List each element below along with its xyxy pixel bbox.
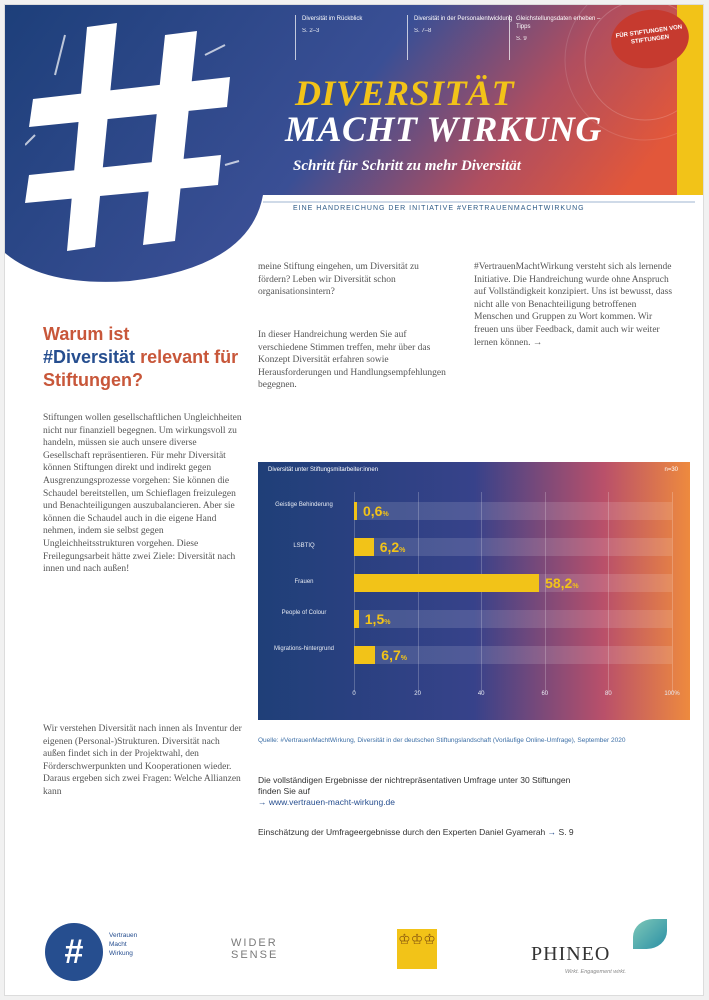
logo-text-line: Vertrauen	[109, 932, 138, 939]
logo-text-line: Wirkung	[109, 950, 133, 957]
logo-text-line: Macht	[109, 941, 127, 948]
chart-category-label: Geistige Behinderung	[275, 502, 333, 508]
chart-data-label: 58,2%	[545, 575, 579, 591]
info-text: Einschätzung der Umfrageergebnisse durch den Experten Daniel Gyamerah	[258, 827, 546, 837]
page	[4, 4, 704, 996]
chart-tick-label: 80	[605, 691, 612, 697]
chart-data-label: 1,5%	[364, 611, 391, 627]
badge: FÜR STIFTUNGEN VON STIFTUNGEN	[607, 5, 692, 73]
toc-label: Diversität in der Personalentwicklung	[414, 16, 513, 22]
results-info	[258, 775, 588, 808]
chart-title: Diversität unter Stiftungsmitarbeiter:innen	[268, 467, 379, 473]
foundation-logo[interactable]: ♔♔♔	[397, 929, 437, 969]
chart-gridline	[672, 492, 673, 692]
logo-text	[109, 931, 137, 958]
expert-info	[258, 827, 588, 838]
chart-category-label: Frauen	[294, 579, 314, 585]
source-note: Quelle: #VertrauenMachtWirkung, Diversität in der deutschen Stiftungslandschaft (Vorläufige Online-Umfrage), September 2020	[258, 737, 626, 744]
chart-category-label: LSBTIQ	[293, 543, 315, 549]
arrow-right-icon: →	[258, 797, 267, 807]
phineo-slogan: Wirkt. Engagement wirkt.	[565, 969, 627, 975]
bar-chart	[258, 462, 690, 720]
title-line-2: MACHT WIRKUNG	[285, 109, 602, 149]
toc-label: Diversität im Rückblick	[302, 16, 363, 22]
widersense-logo[interactable]	[231, 937, 278, 961]
toc-label: Gleichstellungsdaten erheben – Tipps	[516, 16, 601, 30]
toc-page: S. 7–8	[414, 28, 432, 34]
body-paragraph: #VertrauenMachtWirkung versteht sich als lernende Initiative. Die Handreichung wurde ohne Anspruch auf Vollständigkeit konzipiert. Uns ist bewusst, dass nicht alle von Benachteiligung betroffenen Menschen und Gruppen zu Wort kommen. Wir freuen uns über Feedback, damit auch wir weiter lernen können. →	[474, 262, 673, 348]
title-line-1: DIVERSITÄT	[295, 73, 515, 113]
chart-bar	[354, 502, 357, 520]
body-paragraph: Wir verstehen Diversität nach innen als Inventur der eigenen (Personal-)Strukturen. Diversität nach außen findet sich in der Projektwahl, den Förderschwerpunkten und Kooperationen wieder. Daraus ergeben sich zwei Fragen: Welche Allianzen kann	[43, 724, 242, 797]
chart-bar	[354, 610, 359, 628]
chart-bar	[354, 646, 375, 664]
toc-page: S. 9	[516, 36, 527, 42]
toc-item[interactable]	[509, 15, 606, 60]
chart-category-label: People of Colour	[281, 610, 327, 616]
results-link[interactable]: www.vertrauen-macht-wirkung.de	[268, 797, 396, 807]
info-text: Die vollständigen Ergebnisse der nichtrepräsentativen Umfrage unter 30 Stiftungen finden Sie auf	[258, 775, 571, 796]
chart-category-label: Migrations-hintergrund	[273, 646, 335, 652]
chart-sample-size: n=30	[664, 467, 678, 473]
phineo-logo[interactable]: PHINEO	[531, 943, 611, 965]
heading-hashtag: #Diversität	[43, 347, 136, 367]
section-heading	[43, 323, 243, 392]
chart-bar	[354, 574, 539, 592]
chart-tick-label: 60	[541, 691, 549, 697]
chart-tick-label: 40	[477, 691, 485, 697]
chart-tick-label: 20	[414, 691, 421, 697]
hashtag-icon	[25, 15, 245, 255]
chart-tick-label: 0	[352, 691, 356, 697]
heading-part: Warum ist	[43, 324, 130, 344]
logo-text-line: WIDER	[231, 937, 278, 949]
chart-bar-track	[354, 502, 672, 520]
phineo-leaf-icon	[633, 919, 667, 949]
chart-tick-label: 100%	[664, 691, 680, 697]
tagline: EINE HANDREICHUNG DER INITIATIVE #VERTRAUENMACHTWIRKUNG	[293, 205, 585, 212]
page-reference[interactable]: S. 9	[558, 827, 574, 837]
logo-text-line: SENSE	[231, 949, 279, 961]
subtitle: Schritt für Schritt zu mehr Diversität	[293, 158, 521, 174]
vertrauen-macht-wirkung-logo[interactable]: #	[45, 923, 103, 981]
body-paragraph: In dieser Handreichung werden Sie auf verschiedene Stimmen treffen, mehr über das Konzept Diversität erfahren sowie Herausforderungen und Handlungsempfehlungen begegnen.	[258, 330, 446, 391]
body-paragraph: meine Stiftung eingehen, um Diversität zu fördern? Leben wir Diversität schon organisationsintern?	[258, 262, 419, 298]
arrow-right-icon: →	[547, 827, 557, 837]
chart-bar	[354, 538, 374, 556]
chart-data-label: 6,2%	[379, 539, 406, 555]
heading-part: relevant für Stiftungen?	[43, 347, 239, 390]
body-paragraph: Stiftungen wollen gesellschaftlichen Ungleichheiten nicht nur finanziell begegnen. Um wirkungsvoll zu handeln, müssen sie auch unsere diverse Gesellschaft repräsentieren. Für mehr Diversität können Stiftungen direkt und indirekt gegen Ausgrenzungsprozesse vorgehen: Sie können die Schaudel bereitstellen, um Schieflagen freizulegen und Benachteiligungen auszubalancieren. Aber sie können die Schaudel auch in die eigene Hand nehmen, indem sie selbst gegen Ungleichheitsstrukturen vorgehen. Diese Freilegungsarbeit hätte zwei Ziele: Diversität nach innen und nach außen!	[43, 413, 242, 575]
toc-page: S. 2–3	[302, 28, 320, 34]
header	[5, 5, 704, 290]
chart-data-label: 6,7%	[381, 647, 407, 663]
chart-bar-track	[354, 610, 672, 628]
toc-item[interactable]	[295, 15, 362, 60]
toc-item[interactable]	[407, 15, 512, 60]
chart-data-label: 0,6%	[363, 503, 389, 519]
